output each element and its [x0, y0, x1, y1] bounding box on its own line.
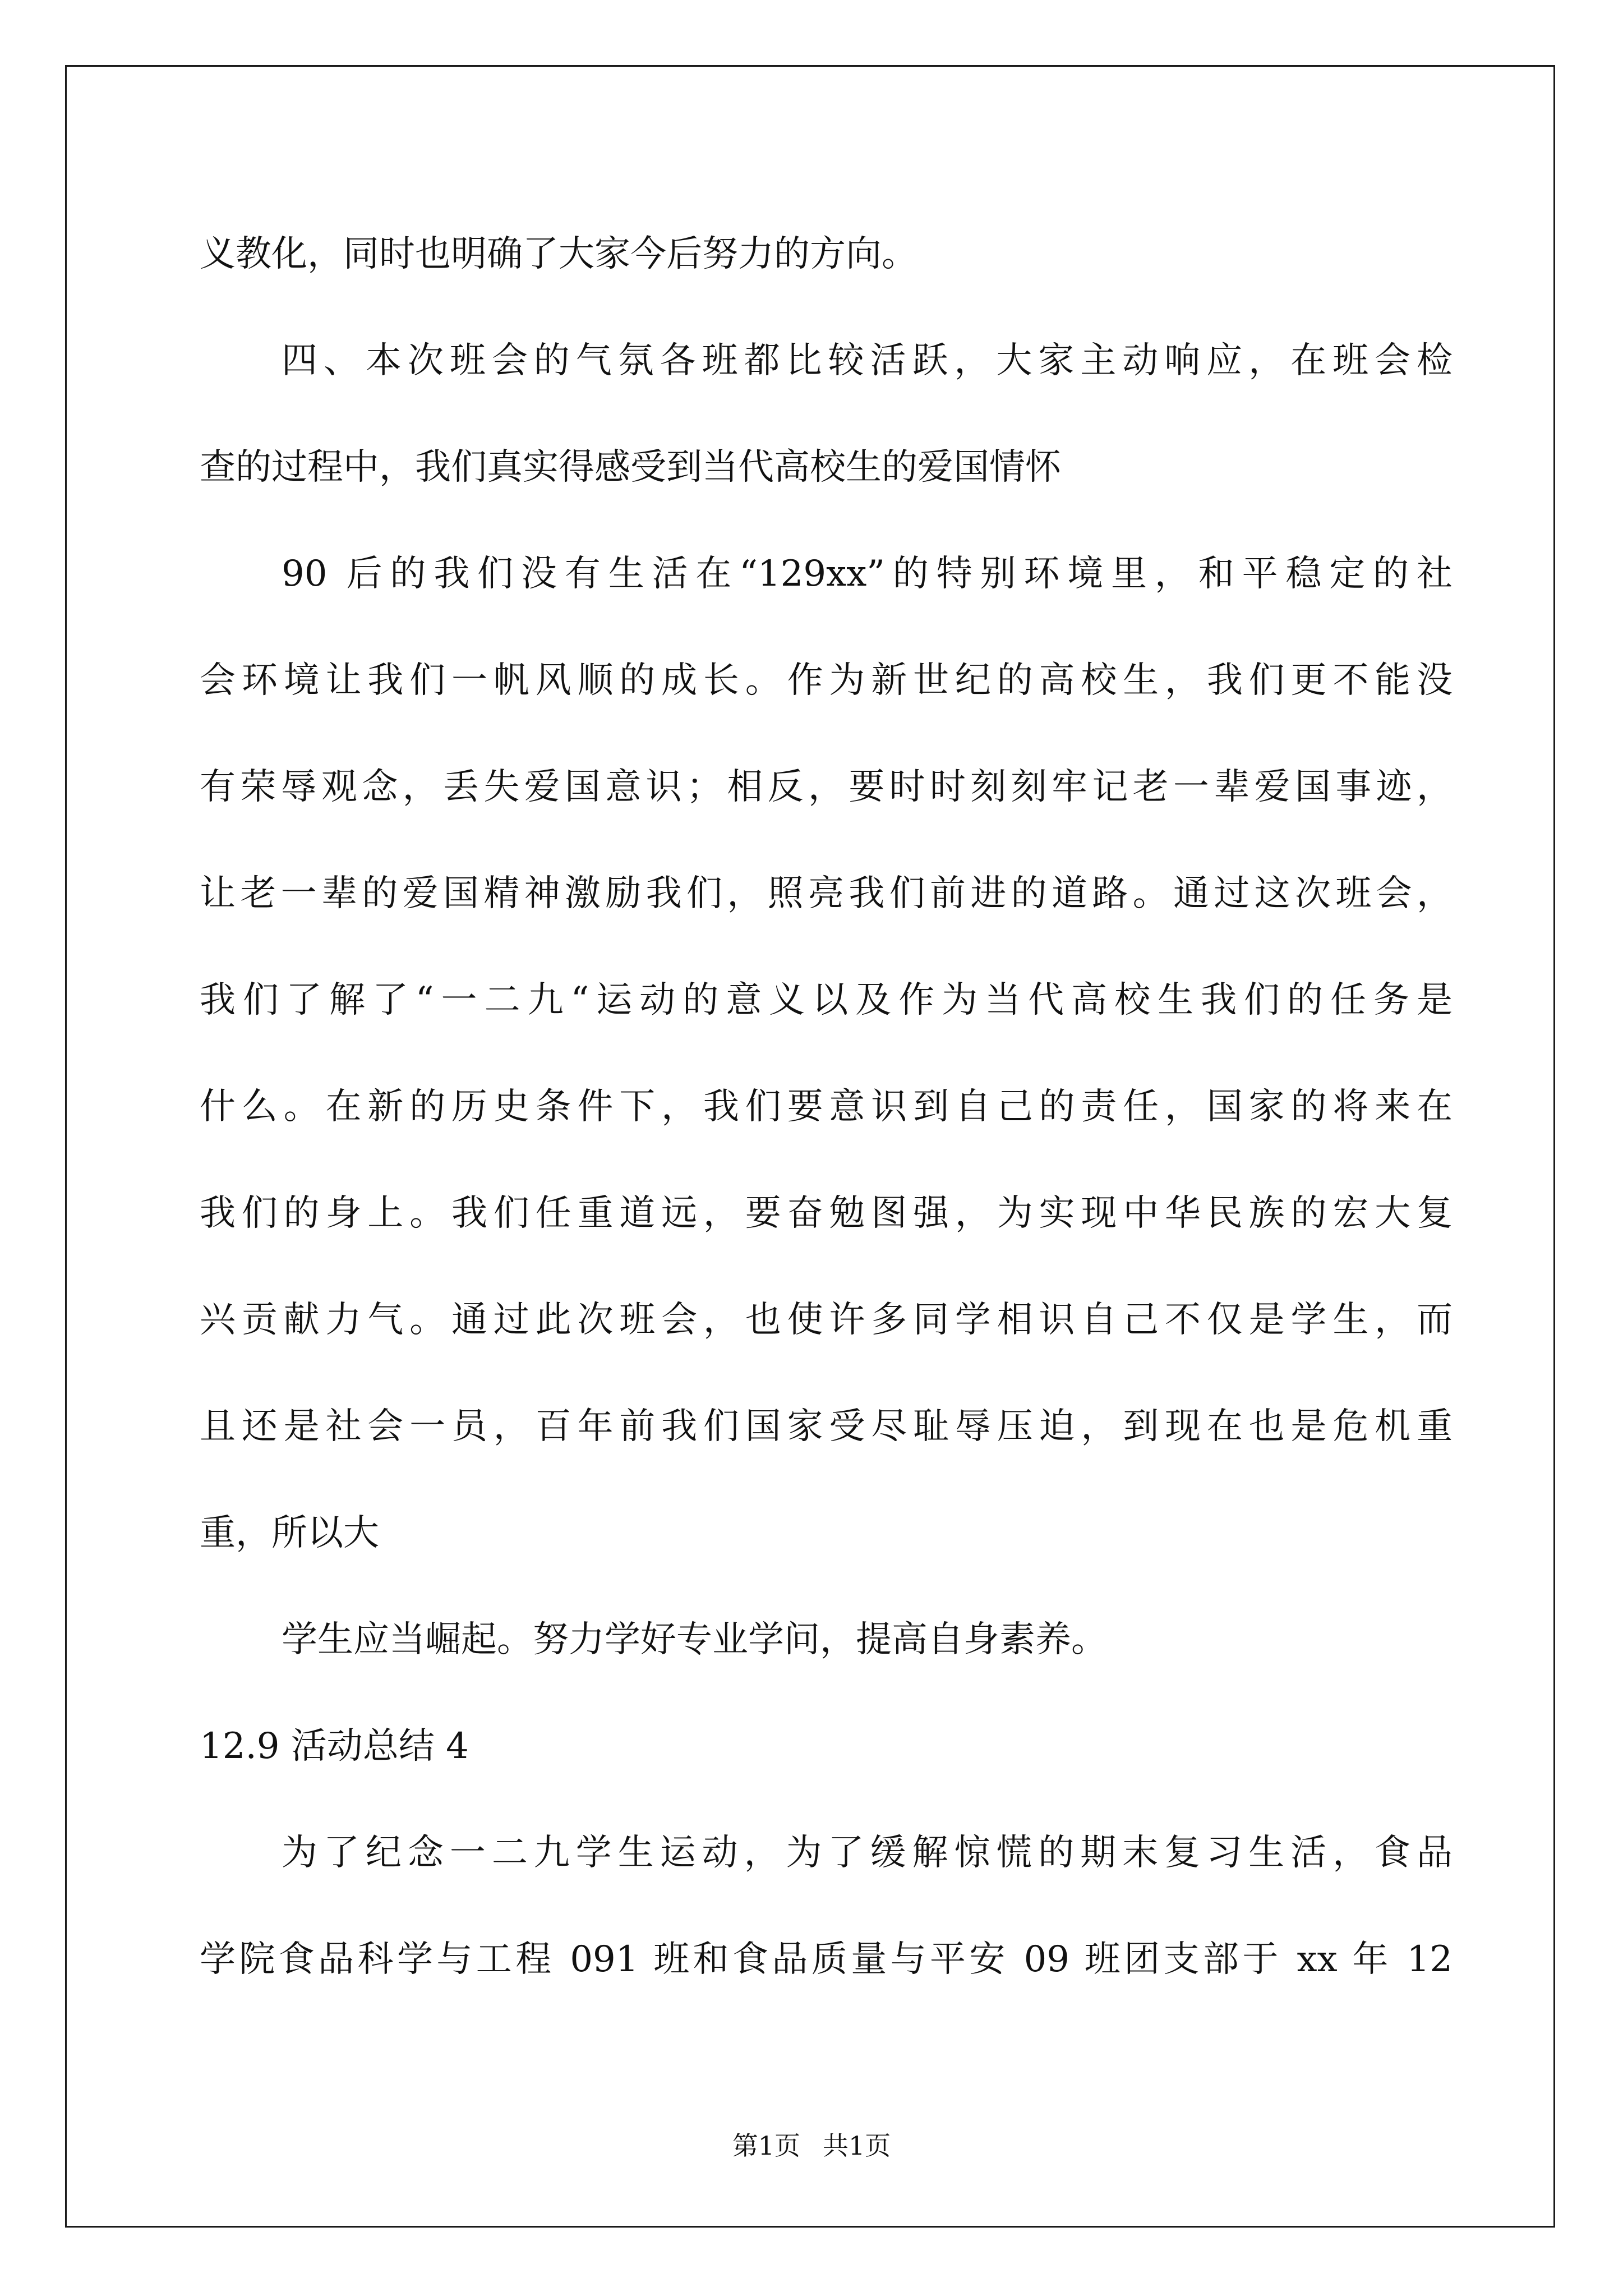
paragraph-line: 且还是社会一员，百年前我们国家受尽耻辱压迫，到现在也是危机重 — [200, 1406, 1453, 1447]
paragraph-line: 会环境让我们一帆风顺的成长。作为新世纪的高校生，我们更不能没 — [200, 660, 1453, 701]
paragraph-line: 我们的身上。我们任重道远，要奋勉图强，为实现中华民族的宏大复 — [200, 1193, 1453, 1234]
page-number: 第1页 — [732, 2131, 800, 2161]
paragraph-line: 学院食品科学与工程 091 班和食品质量与平安 09 班团支部于 xx 年 12 — [200, 1939, 1453, 1980]
paragraph-line: 四、本次班会的气氛各班都比较活跃，大家主动响应，在班会检 — [282, 340, 1453, 381]
paragraph-line: 学生应当崛起。努力学好专业学问，提高自身素养。 — [282, 1619, 1107, 1660]
paragraph-line: 兴贡献力气。通过此次班会，也使许多同学相识自己不仅是学生，而 — [200, 1299, 1453, 1341]
paragraph-line: 重，所以大 — [200, 1512, 379, 1554]
paragraph-line: 义教化，同时也明确了大家今后努力的方向。 — [200, 233, 917, 275]
page-border — [65, 65, 1555, 2228]
paragraph-line: 查的过程中，我们真实得感受到当代高校生的爱国情怀 — [200, 447, 1061, 488]
paragraph-line: 90 后的我们没有生活在“129xx”的特别环境里，和平稳定的社 — [282, 553, 1453, 595]
paragraph-line: 我们了解了“一二九“运动的意义以及作为当代高校生我们的任务是 — [200, 979, 1453, 1021]
paragraph-line: 为了纪念一二九学生运动，为了缓解惊慌的期末复习生活，食品 — [282, 1832, 1453, 1874]
page-footer — [0, 2129, 1623, 2162]
paragraph-line: 让老一辈的爱国精神激励我们，照亮我们前进的道路。通过这次班会， — [200, 873, 1453, 914]
paragraph-line: 有荣辱观念，丢失爱国意识；相反，要时时刻刻牢记老一辈爱国事迹， — [200, 766, 1453, 808]
paragraph-line: 什么。在新的历史条件下，我们要意识到自己的责任，国家的将来在 — [200, 1086, 1453, 1128]
page-total: 共1页 — [823, 2131, 891, 2161]
section-heading: 12.9 活动总结 4 — [200, 1726, 469, 1767]
